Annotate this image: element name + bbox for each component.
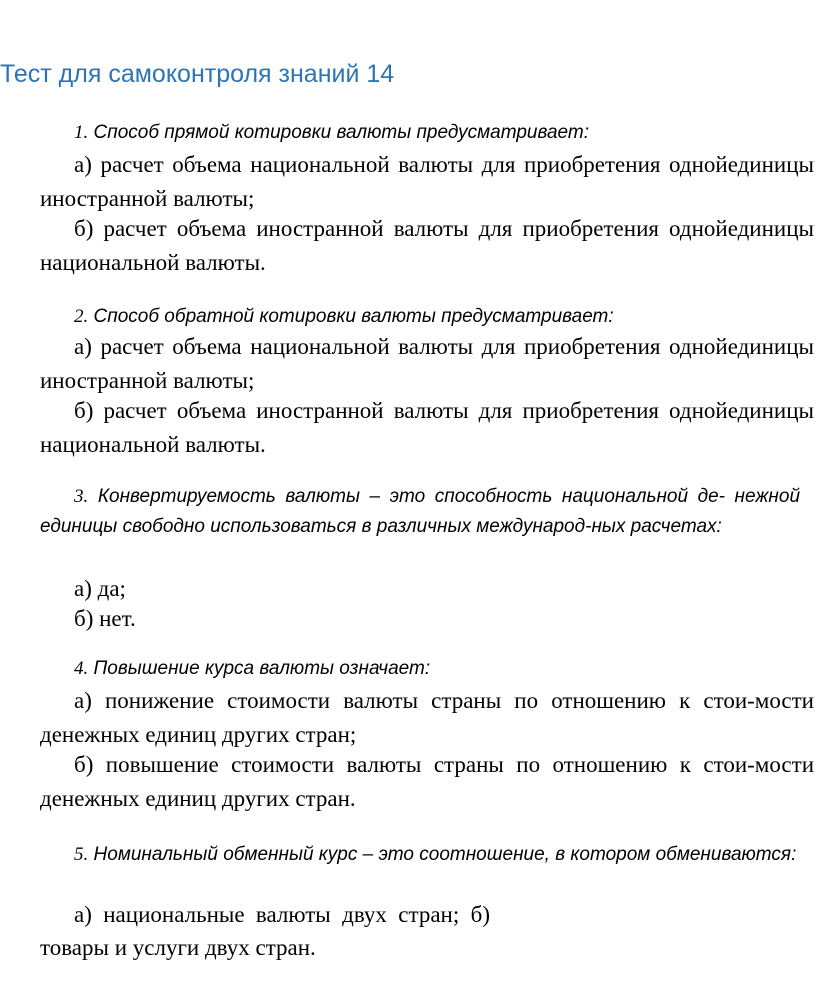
question-3 bbox=[40, 482, 800, 542]
question-number: 2. bbox=[74, 306, 89, 327]
question-1 bbox=[40, 118, 800, 148]
question-text: Способ прямой котировки валюты предусматривает: bbox=[93, 122, 589, 143]
answer-1b: б) расчет объема иностранной валюты для приобретения однойединицы национальной валюты. bbox=[40, 216, 814, 275]
question-number: 3. bbox=[74, 486, 89, 507]
answer-4b: б) повышение стоимости валюты страны по отношению к стои-мости денежных единиц других стран. bbox=[40, 752, 814, 811]
question-number: 4. bbox=[74, 658, 89, 679]
question-5 bbox=[40, 840, 800, 870]
question-text: Способ обратной котировки валюты предусматривает: bbox=[93, 306, 614, 327]
question-text: Номинальный обменный курс – это соотношение, в котором обмениваются: bbox=[93, 844, 797, 865]
answer-2a: а) расчет объема национальной валюты для приобретения однойединицы иностранной валюты; bbox=[40, 334, 814, 393]
answer-1a: а) расчет объема национальной валюты для приобретения однойединицы иностранной валюты; bbox=[40, 152, 814, 211]
question-text: Конвертируемость валюты – это способность национальной де- нежной единицы свободно использоваться в различных международ-ных расчетах: bbox=[40, 486, 801, 537]
answer-3a: а) да; bbox=[74, 576, 126, 601]
question-text: Повышение курса валюты означает: bbox=[93, 658, 431, 679]
page-title: Тест для самоконтроля знаний 14 bbox=[0, 60, 395, 88]
answer-3b: б) нет. bbox=[74, 606, 136, 631]
question-number: 5. bbox=[74, 844, 89, 865]
answer-4a: а) понижение стоимости валюты страны по отношению к стои-мости денежных единиц других стран; bbox=[40, 688, 814, 747]
answer-5: а) национальные валюты двух стран; б) товары и услуги двух стран. bbox=[40, 902, 490, 960]
question-2 bbox=[40, 302, 800, 332]
answer-2b: б) расчет объема иностранной валюты для приобретения однойединицы национальной валюты. bbox=[40, 398, 814, 457]
question-number: 1. bbox=[74, 122, 89, 143]
question-4 bbox=[40, 654, 800, 684]
